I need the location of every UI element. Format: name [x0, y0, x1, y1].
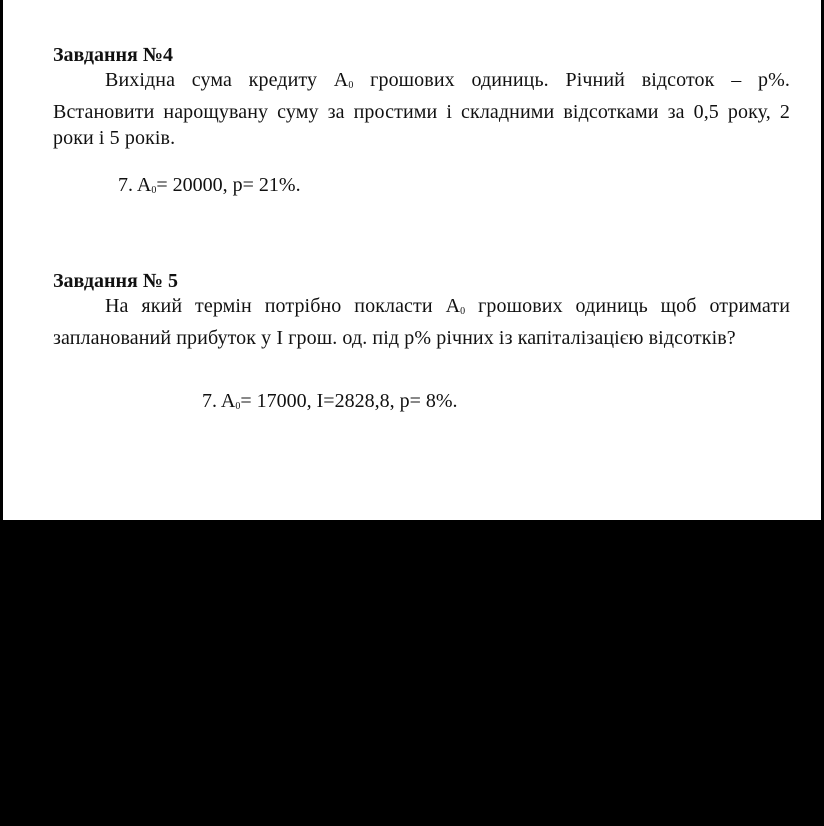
task-4-heading: Завдання №4: [53, 44, 173, 66]
task-4-variant: [118, 173, 301, 203]
task-4-statement-part1: Вихідна сума кредиту A: [105, 69, 349, 91]
task-5-heading: Завдання № 5: [53, 270, 178, 292]
task-5-variant-subscript: 0: [235, 401, 241, 412]
task-5-subscript: 0: [460, 306, 466, 317]
task-4-statement-part2: грошових одиниць. Річний відсоток – p%. Встановити нарощувану суму за простими і складними відсотками за 0,5 року, 2 роки і 5 років.: [53, 69, 790, 149]
task-5-statement-part1: На який термін потрібно покласти A: [105, 295, 461, 317]
task-4-variant-subscript: 0: [151, 185, 157, 196]
task-4-subscript: 0: [348, 80, 354, 91]
task-5: [53, 269, 790, 351]
task-5-variant: [202, 389, 458, 419]
task-5-statement-part2: грошових одиниць щоб отримати запланований прибуток у I грош. од. під p% річних із капіталізацією відсотків?: [53, 295, 790, 349]
task-4-variant-part1: 7. A: [118, 174, 152, 196]
task-4-statement: [53, 67, 790, 151]
task-4: [53, 43, 790, 151]
task-4-variant-part2: = 20000, p= 21%.: [156, 174, 301, 196]
task-5-variant-part1: 7. A: [202, 390, 236, 412]
task-5-statement: [53, 293, 790, 351]
page-border-left: [0, 0, 3, 520]
task-5-variant-part2: = 17000, I=2828,8, p= 8%.: [240, 390, 458, 412]
